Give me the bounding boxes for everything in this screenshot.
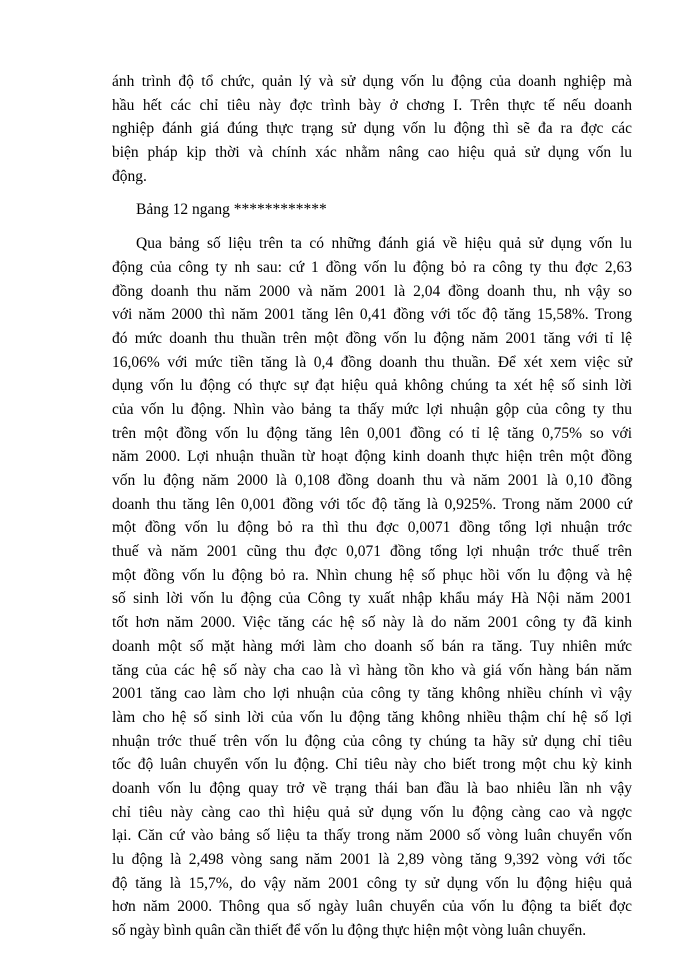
text-line: số sinh lời vốn lu động của Công ty xuất nhập khẩu máy Hà Nội năm 2001 [112,590,632,608]
text-line: dụng vốn lu động có thực sự đạt hiệu quả không chúng ta xét hệ số sinh lời [112,377,632,395]
text-line: 2001 tăng cao làm cho lợi nhuận của công ty tăng không nhiều chính vì vậy [112,685,632,703]
text-line: lu động là 2,498 vòng sang năm 2001 là 2,89 vòng tăng 9,392 vòng với tốc [112,851,632,868]
text-line: thuế và năm 2001 cũng thu đợc 0,071 đồng tổng lợi nhuận trớc thuế trên [112,543,632,561]
text-line: của vốn lu động. Nhìn vào bảng ta thấy mức lợi nhuận gộp của công ty thu [112,400,632,418]
text-line: nghiệp đánh giá đúng thực trạng sử dụng vốn lu động thì sẽ đa ra đợc các [112,120,632,138]
text-line: đồng doanh thu năm 2000 và năm 2001 là 2,04 đồng doanh thu, nh vậy so [112,282,632,300]
text-line: nhuận trớc thuế trên vốn lu động của công ty chúng ta hãy sử dụng chỉ tiêu [112,732,632,750]
paragraph-gap [112,188,632,198]
table-reference: Bảng 12 ngang ************ [136,201,327,219]
paragraph-continuation [112,70,632,188]
text-line: chỉ tiêu này càng cao thì hiệu quả sử dụng vốn lu động càng cao và ngợc [112,803,632,821]
text-line: trên một đồng vốn lu động tăng lên 0,001 đồng có tỉ lệ tăng 0,75% so với [112,424,632,442]
text-line: doanh vốn lu động quay trở về trạng thái ban đầu là bao nhiêu lần nh vậy [112,779,632,797]
text-line: doanh một số mặt hàng mới làm cho doanh số bán ra tăng. Tuy nhiên mức [112,637,632,655]
text-line: động. [112,167,147,185]
text-line: tốc độ luân chuyển vốn lu động. Chỉ tiêu này cho biết trong một chu kỳ kinh [112,756,632,774]
text-line: tốt hơn năm 2000. Việc tăng các hệ số này là do năm 2001 công ty đã kinh [112,614,632,632]
text-line: vốn lu động năm 2000 là 0,108 đồng doanh thu và năm 2001 là 0,10 đồng [112,472,632,489]
text-line: đó mức doanh thu thuần trên một đồng vốn lu động năm 2001 tăng với tỉ lệ [112,329,632,347]
text-line: doanh thu tăng lên 0,001 đồng với tốc độ tăng là 0,925%. Trong năm 2000 cứ [112,495,632,513]
text-line: tăng của các hệ số này cha cao là vì hàng tồn kho và giá vốn hàng bán năm [112,661,632,679]
body-text [112,70,632,943]
text-line: với năm 2000 thì năm 2001 tăng lên 0,41 đồng với tốc độ tăng 15,58%. Trong [112,306,632,324]
paragraph-gap [112,222,632,232]
text-line: lại. Căn cứ vào bảng số liệu ta thấy trong năm 2000 số vòng luân chuyển vốn [112,827,632,845]
text-line: Qua bảng số liệu trên ta có những đánh giá về hiệu quả sử dụng vốn lu [136,235,632,253]
text-line: làm cho hệ số sinh lời của vốn lu động tăng không nhiều thậm chí hệ số lợi [112,708,632,726]
text-line: một đồng vốn lu động bỏ ra thì thu đợc 0,0071 đồng tổng lợi nhuận trớc [112,519,632,537]
text-line: 16,06% với mức tiền tăng là 0,4 đồng doanh thu thuần. Để xét xem việc sử [112,353,632,371]
text-line: độ tăng là 15,7%, do vậy năm 2001 công ty sử dụng vốn lu động hiệu quả [112,874,632,892]
text-line: hơn năm 2000. Thông qua số ngày luân chuyển của vốn lu động ta biết đợc [112,898,632,916]
text-line: hầu hết các chỉ tiêu này đợc trình bày ở chơng I. Trên thực tế nếu doanh [112,96,632,114]
text-line: năm 2000. Lợi nhuận thuần từ hoạt động kinh doanh thực hiện trên một đồng [112,448,632,466]
text-line: một đồng vốn lu động bỏ ra. Nhìn chung hệ số phục hồi vốn lu động và hệ [112,566,632,584]
text-line: ánh trình độ tổ chức, quản lý và sử dụng vốn lu động của doanh nghiệp mà [112,73,632,90]
text-line: động của công ty nh sau: cứ 1 đồng vốn lu động bỏ ra công ty thu đợc 2,63 [112,258,632,276]
text-line: số ngày bình quân cần thiết để vốn lu động thực hiện một vòng luân chuyển. [112,922,587,940]
text-line: biện pháp kịp thời và chính xác nhằm nâng cao hiệu quả sử dụng vốn lu [112,144,632,162]
analysis-paragraph [112,232,632,943]
